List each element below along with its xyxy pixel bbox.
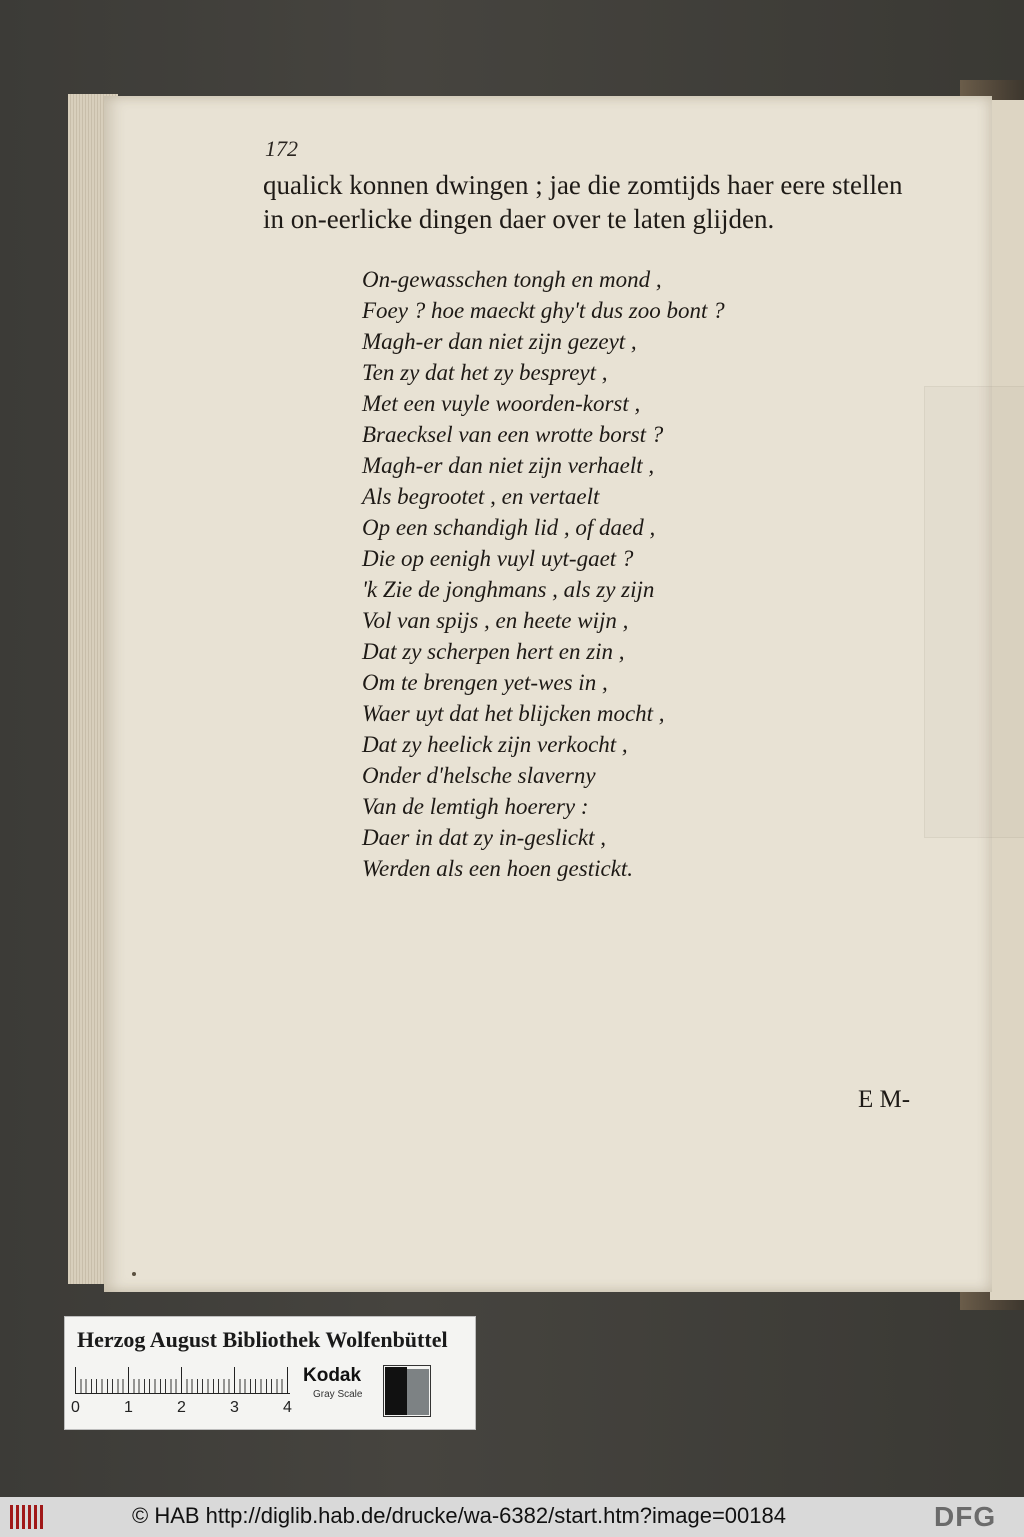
verse-block bbox=[362, 264, 725, 884]
ruler-number: 1 bbox=[124, 1399, 133, 1416]
verse-line: Onder d'helsche slaverny bbox=[362, 763, 596, 788]
hab-logo-icon bbox=[10, 1505, 44, 1529]
page-number: 172 bbox=[265, 136, 298, 161]
ruler-major-tick bbox=[75, 1367, 76, 1393]
ruler-number: 2 bbox=[177, 1399, 186, 1416]
verse-line: Om te brengen yet-wes in , bbox=[362, 670, 608, 695]
institution-name: Herzog August Bibliothek Wolfenbüttel bbox=[77, 1327, 448, 1352]
copyright-link[interactable]: © HAB http://diglib.hab.de/drucke/wa-6382/start.htm?image=00184 bbox=[132, 1503, 786, 1528]
verse-line: Als begrootet , en vertaelt bbox=[362, 484, 600, 509]
verse-line: Braecksel van een wrotte borst ? bbox=[362, 422, 664, 447]
ruler-major-tick bbox=[287, 1367, 288, 1393]
verse-line: Op een schandigh lid , of daed , bbox=[362, 515, 656, 540]
prose-block bbox=[263, 168, 953, 236]
ruler-number: 4 bbox=[283, 1399, 292, 1416]
ruler-major-tick bbox=[128, 1367, 129, 1393]
prose-line: in on-eerlicke dingen daer over te laten glijden. bbox=[263, 204, 775, 234]
library-label bbox=[64, 1316, 476, 1430]
verse-line: On-gewasschen tongh en mond , bbox=[362, 267, 662, 292]
gray-scale-caption: Gray Scale bbox=[313, 1389, 363, 1400]
verse-line: Magh-er dan niet zijn gezeyt , bbox=[362, 329, 637, 354]
verse-line: Met een vuyle woorden-korst , bbox=[362, 391, 641, 416]
ruler-number: 0 bbox=[71, 1399, 80, 1416]
verse-line: Vol van spijs , en heete wijn , bbox=[362, 608, 629, 633]
show-through-bleed bbox=[924, 386, 1024, 838]
prose-line: qualick konnen dwingen ; jae die zomtijds haer eere stellen bbox=[263, 170, 903, 200]
ruler-major-tick bbox=[181, 1367, 182, 1393]
verse-line: Werden als een hoen gestickt. bbox=[362, 856, 634, 881]
page-mark bbox=[132, 1272, 136, 1276]
catchword: E M- bbox=[858, 1086, 911, 1113]
verse-line: Waer uyt dat het blijcken mocht , bbox=[362, 701, 665, 726]
verse-line: Magh-er dan niet zijn verhaelt , bbox=[362, 453, 655, 478]
verse-line: Van de lemtigh hoerery : bbox=[362, 794, 589, 819]
swatch-frame bbox=[383, 1365, 431, 1417]
ruler-number: 3 bbox=[230, 1399, 239, 1416]
verse-line: Daer in dat zy in-geslickt , bbox=[362, 825, 607, 850]
verse-line: Die op eenigh vuyl uyt-gaet ? bbox=[362, 546, 634, 571]
verse-line: Foey ? hoe maeckt ghy't dus zoo bont ? bbox=[362, 298, 725, 323]
verse-line: Dat zy scherpen hert en zin , bbox=[362, 639, 625, 664]
verse-line: Dat zy heelick zijn verkocht , bbox=[362, 732, 628, 757]
kodak-logo: Kodak bbox=[303, 1365, 362, 1386]
dfg-logo: DFG bbox=[934, 1501, 997, 1532]
footer-bar bbox=[0, 1497, 1024, 1537]
scale-ruler bbox=[75, 1367, 290, 1394]
verse-line: 'k Zie de jonghmans , als zy zijn bbox=[362, 577, 655, 602]
verse-line: Ten zy dat het zy bespreyt , bbox=[362, 360, 608, 385]
ruler-major-tick bbox=[234, 1367, 235, 1393]
